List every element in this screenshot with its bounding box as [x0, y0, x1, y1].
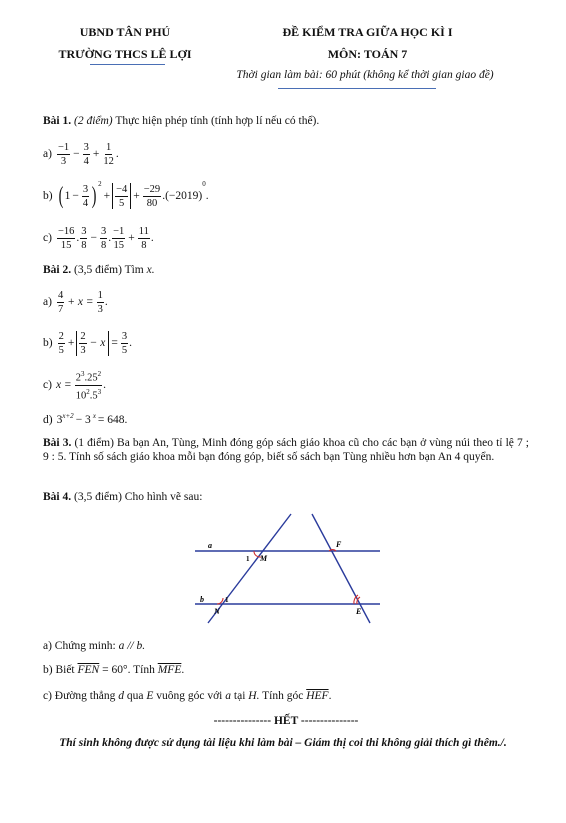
time-note: Thời gian làm bài: 60 phút (không kể thời gian giao đề)	[236, 69, 494, 81]
bai1-b: b) ( 1 − $\frac{3}{4}$ ) $^2$ + $\frac{-4}{5}$ + $\frac{-29}{80}$ .(−2019) 0 .	[43, 180, 209, 209]
fraction: $\frac{3}{8}$	[100, 225, 107, 251]
geometry-figure	[190, 510, 385, 625]
fraction: $\frac{4}{7}$	[57, 289, 64, 315]
fraction: $\frac{3}{5}$	[121, 330, 128, 356]
bai2-heading	[43, 263, 155, 277]
bai1-points: (2 điểm)	[74, 115, 113, 127]
item-label: b)	[43, 337, 53, 349]
item-label: c)	[43, 232, 52, 244]
bai1-heading	[43, 114, 319, 128]
subject-name: MÔN: TOÁN 7	[327, 47, 408, 61]
label-f: F	[336, 540, 342, 549]
fraction: $\frac{3}{8}$	[81, 225, 87, 251]
bai1-title: Bài 1.	[43, 115, 72, 127]
fraction: $\frac{2}{5}$	[58, 330, 64, 356]
angle-hef: $\overline{HEF}$	[306, 690, 329, 702]
bai3-text: (1 điểm) Ba bạn An, Tùng, Minh đóng góp sách giáo khoa cũ cho các bạn ở vùng núi theo tỉ lệ 7 ; 9 : 5. Tính số sách giáo khoa mỗi bạn đóng góp, biết số sách bạn Tùng nhiều hơn bạn An 4 quyển.	[43, 437, 530, 463]
fraction: $\frac{3}{4}$	[82, 183, 89, 209]
absolute-value: $\frac{-4}{5}$	[112, 183, 131, 209]
label-a: a	[208, 541, 212, 550]
school-name: TRƯỜNG THCS LÊ LỢI	[58, 47, 192, 61]
fraction: $\frac{-1}{3}$	[57, 141, 70, 167]
footer-note: Thí sinh không được sử dụng tài liệu khi làm bài – Giám thị coi thi không giải thích gì thêm./.	[59, 737, 507, 749]
fraction: $\frac{1}{12}$	[103, 141, 114, 167]
bai3-paragraph	[43, 436, 529, 464]
bai2-d: d) 3 $^{x+2}$ − 3 $^x$ = 648.	[43, 412, 128, 426]
bai1-desc: Thực hiện phép tính (tính hợp lí nếu có thể).	[115, 115, 320, 127]
bai2-title: Bài 2.	[43, 264, 72, 276]
bai4-heading	[43, 490, 202, 504]
bai4-a: a) Chứng minh: a // b.	[43, 640, 146, 652]
line-mn	[208, 514, 291, 623]
bai3-title: Bài 3.	[43, 437, 72, 449]
bai4-b: b) Biết $\overline{FEN} = 60^\circ$. Tính $\overline{MFE}$.	[43, 664, 185, 676]
bai2-points: (3,5 điểm)	[74, 264, 122, 276]
bai2-a: a) $\frac{4}{7}$ + x = $\frac{1}{3}$ .	[43, 289, 108, 315]
label-1n: 1	[225, 596, 229, 604]
label-m: M	[260, 554, 268, 563]
absolute-value: $\frac{2}{3}$ − x	[76, 331, 109, 356]
angle-mark-n	[217, 598, 223, 604]
label-1m: 1	[246, 555, 250, 563]
time-underline	[278, 88, 436, 89]
bai4-title: Bài 4.	[43, 491, 72, 503]
end-mark: --------------- HẾT ---------------	[213, 715, 359, 727]
bai2-c: c) x = $\frac{2^3.25^2}{10^2.5^3}$ .	[43, 370, 106, 401]
fraction: $\frac{-16}{15}$	[57, 225, 75, 251]
bai1-a: a) $\frac{-1}{3}$ − $\frac{3}{4}$ + $\frac{1}{12}$ .	[43, 141, 119, 167]
bai1-c: c) $\frac{-16}{15}$ . $\frac{3}{8}$ − $\frac{3}{8}$ . $\frac{-1}{15}$ + $\frac{11}{8}$ .	[43, 225, 154, 251]
angle-fen: $\overline{FEN}$	[77, 664, 100, 676]
bai2-b: b) $\frac{2}{5}$ + $\frac{2}{3}$ − x = $\frac{3}{5}$ .	[43, 330, 132, 356]
bai4-desc: (3,5 điểm) Cho hình vẽ sau:	[74, 491, 203, 503]
fraction: $\frac{-1}{15}$	[113, 225, 125, 251]
label-b: b	[200, 595, 204, 604]
exam-title: ĐỀ KIỂM TRA GIỮA HỌC KÌ I	[282, 25, 453, 39]
bai2-var: x.	[146, 264, 155, 276]
item-label: a)	[43, 296, 52, 308]
item-label: b)	[43, 190, 53, 202]
district-name: UBND TÂN PHÚ	[79, 25, 171, 39]
bai4-c: c) Đường thẳng d qua E vuông góc với a tại H. Tính góc $\overline{HEF}$.	[43, 690, 332, 702]
label-n: N	[214, 607, 220, 616]
fraction: $\frac{11}{8}$	[138, 225, 149, 251]
fraction: $\frac{3}{4}$	[83, 141, 89, 167]
bai2-desc: Tìm	[124, 264, 144, 276]
angle-mfe: $\overline{MFE}$	[157, 664, 182, 676]
fraction: $\frac{-29}{80}$	[143, 183, 161, 209]
fraction: $\frac{1}{3}$	[97, 289, 103, 315]
fraction: $\frac{2^3.25^2}{10^2.5^3}$	[75, 370, 102, 401]
item-label: a)	[43, 148, 52, 160]
item-label: c)	[43, 379, 52, 391]
item-label: d)	[43, 414, 53, 426]
label-e: E	[356, 607, 362, 616]
school-underline	[90, 64, 165, 65]
